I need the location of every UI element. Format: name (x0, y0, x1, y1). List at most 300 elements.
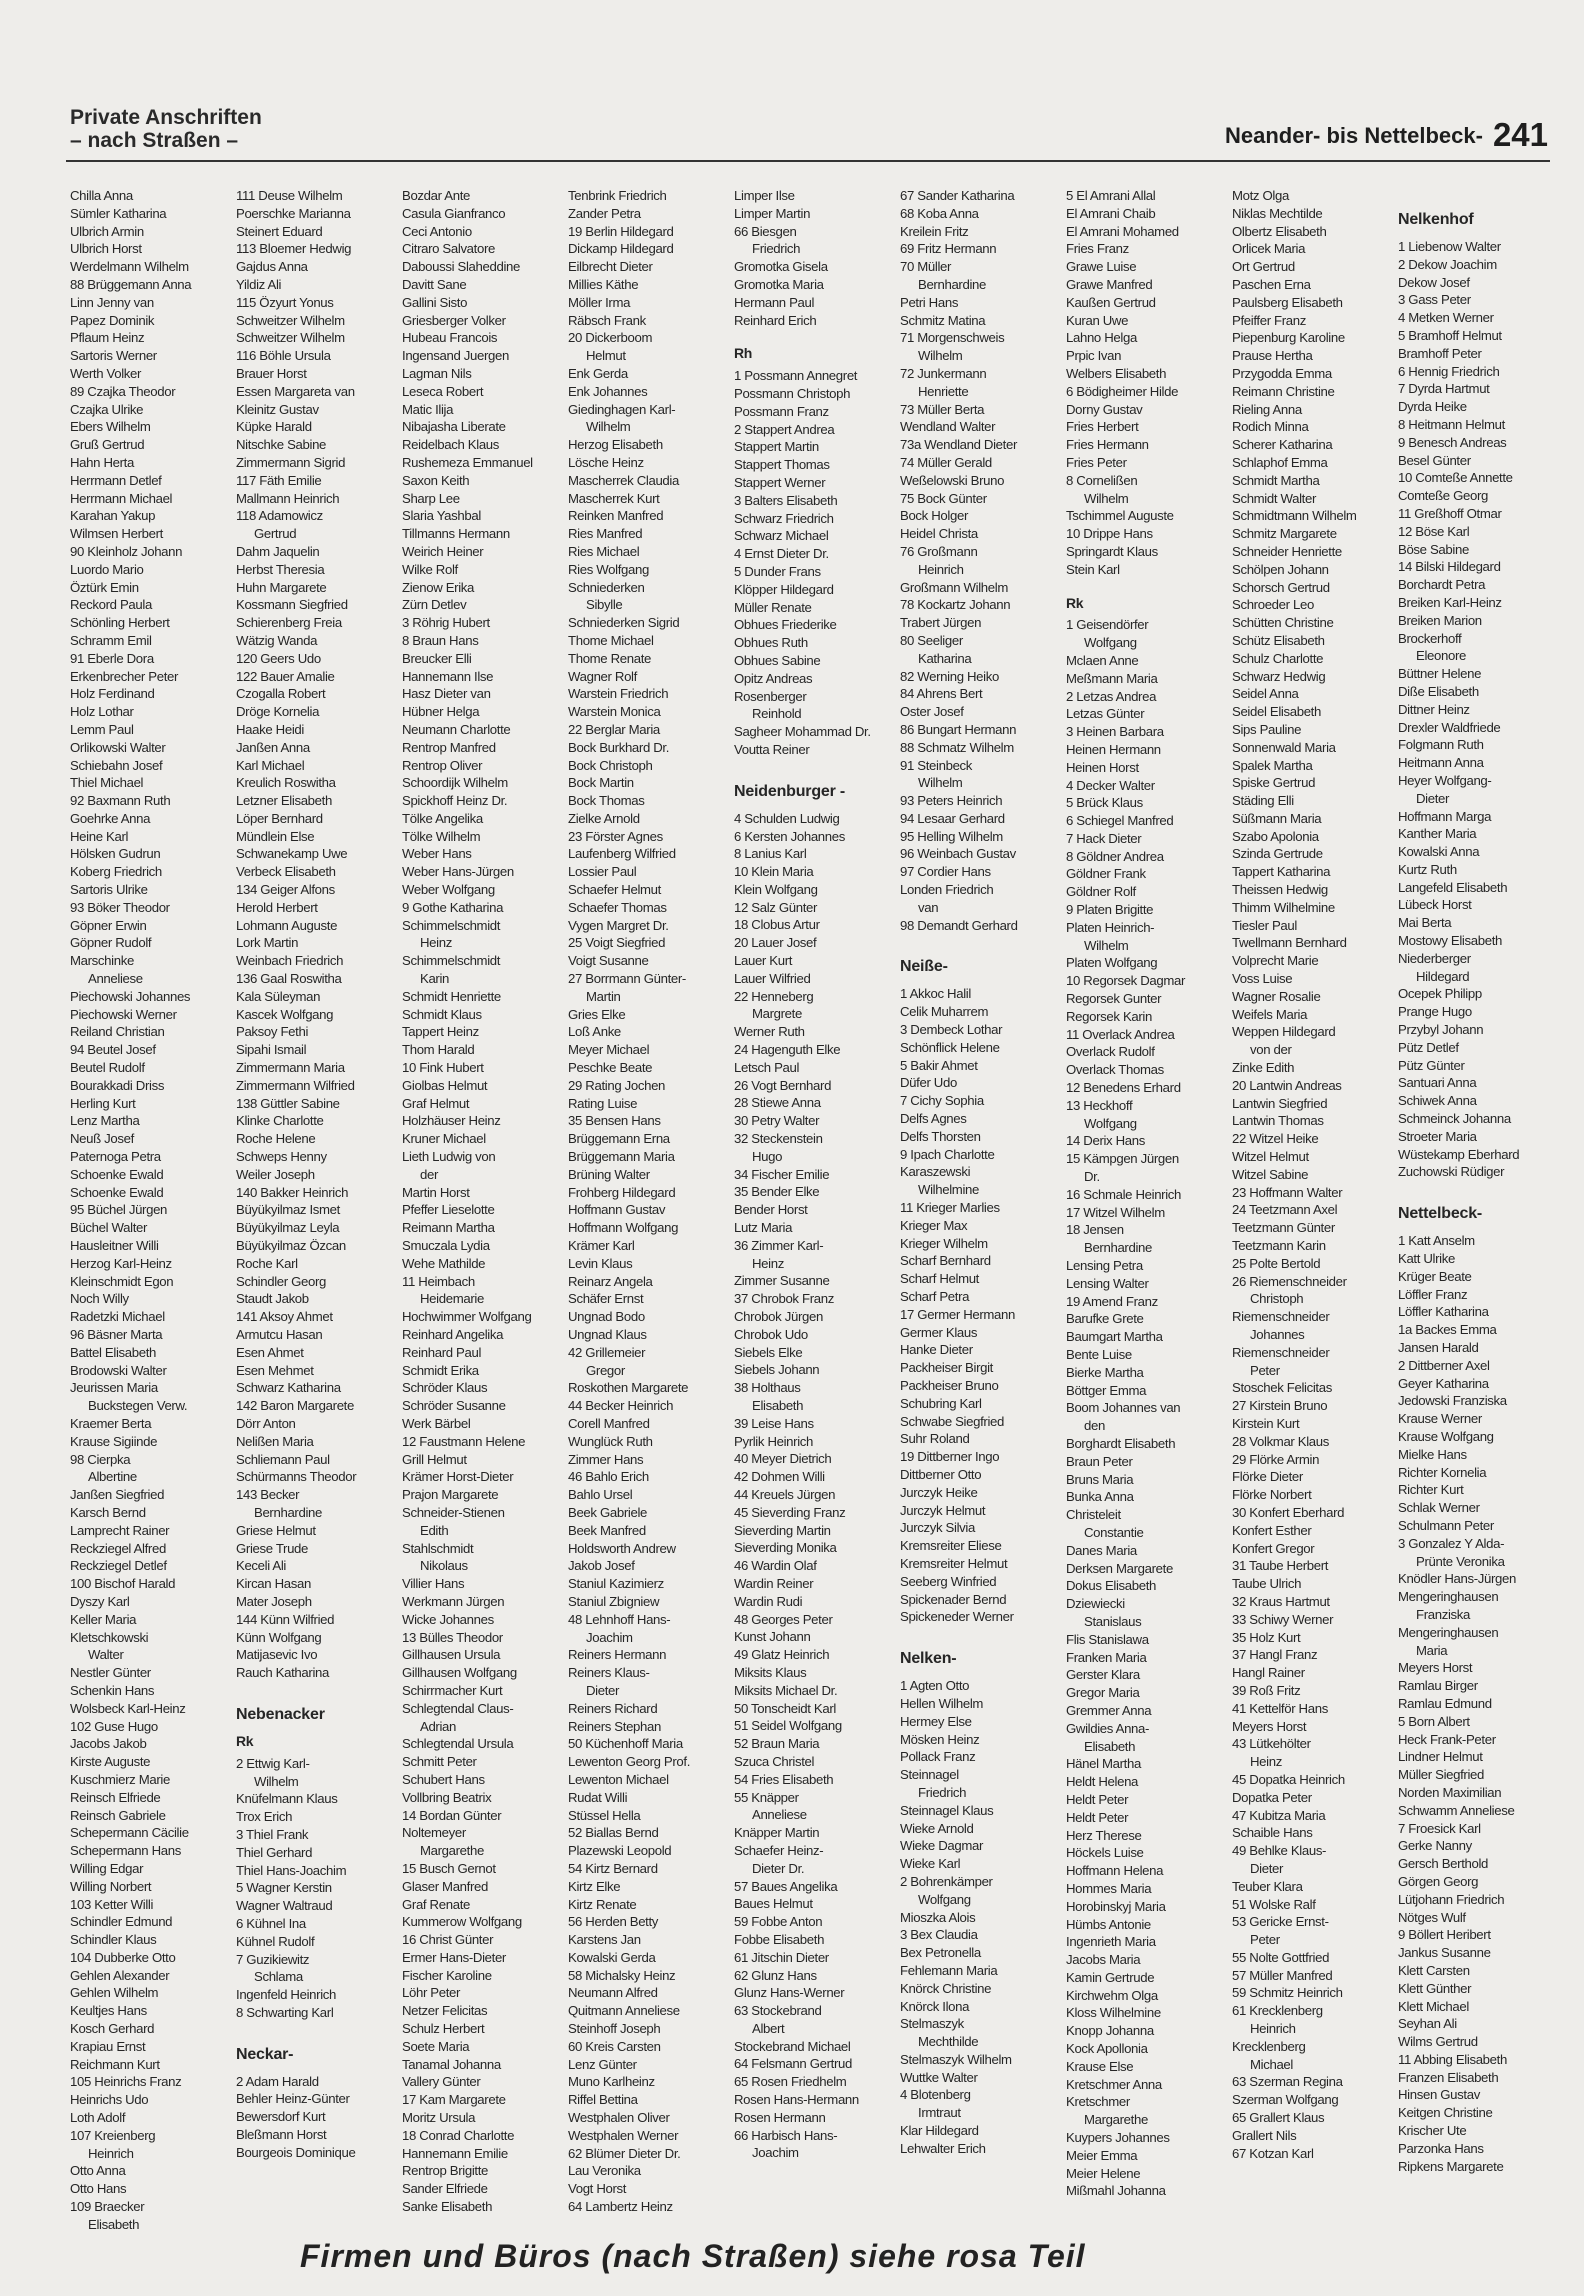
entry-continuation: Heinrich (88, 2145, 134, 2161)
resident-entry: Jedowski Franziska (1398, 1393, 1507, 1409)
resident-entry: 11 Greßhoff Otmar (1398, 505, 1502, 521)
resident-entry: 57 Müller Manfred (1232, 1967, 1333, 1983)
resident-entry: 12 Böse Karl (1398, 523, 1470, 539)
resident-entry: 2 Bohrenkämper (900, 1873, 993, 1889)
entry-continuation: Wilhelm (918, 775, 963, 791)
resident-entry: Scharf Petra (900, 1289, 970, 1305)
resident-entry: Smuczala Lydia (402, 1238, 490, 1254)
resident-entry: Ries Michael (568, 543, 640, 559)
resident-entry: Derksen Margarete (1066, 1560, 1173, 1576)
resident-entry: Dickamp Hildegard (568, 241, 674, 257)
resident-entry: Zürn Detlev (402, 597, 467, 613)
resident-entry: Büyükyilmaz Ismet (236, 1202, 340, 1218)
resident-entry: Weppen Hildegard (1232, 1024, 1336, 1040)
resident-entry: Großmann Wilhelm (900, 579, 1008, 595)
resident-entry: Hinsen Gustav (1398, 2087, 1480, 2103)
resident-entry: Hubeau Francois (402, 330, 498, 346)
resident-entry: 65 Grallert Klaus (1232, 2110, 1325, 2126)
resident-entry: Wieke Dagmar (900, 1838, 984, 1854)
resident-entry: 37 Chrobok Franz (734, 1291, 834, 1307)
resident-entry: Stockebrand Michael (734, 2038, 851, 2054)
resident-entry: Obhues Ruth (734, 635, 808, 651)
resident-entry: 12 Faustmann Helene (402, 1433, 526, 1449)
resident-entry: Baues Helmut (734, 1896, 813, 1912)
resident-entry: Janßen Siegfried (70, 1487, 165, 1503)
resident-entry: Spickenader Bernd (900, 1591, 1007, 1607)
entry-continuation: Johannes (1250, 1327, 1305, 1342)
resident-entry: Jacobs Jakob (70, 1736, 147, 1752)
resident-entry: 9 Ipach Charlotte (900, 1146, 995, 1162)
resident-entry: Kirtz Renate (568, 1896, 637, 1912)
resident-entry: Giedinghagen Karl- (568, 401, 676, 417)
resident-entry: Sharp Lee (402, 490, 460, 506)
resident-entry: Pflaum Heinz (70, 330, 145, 346)
resident-entry: Ulbrich Armin (70, 223, 144, 239)
resident-entry: Nelißen Maria (236, 1433, 314, 1449)
resident-entry: 51 Seidel Wolfgang (734, 1718, 842, 1734)
resident-entry: Witzel Helmut (1232, 1149, 1309, 1165)
resident-entry: 142 Baron Margarete (236, 1398, 354, 1414)
resident-entry: Borchardt Petra (1398, 577, 1486, 593)
resident-entry: Klett Günther (1398, 1980, 1472, 1996)
resident-entry: Besel Günter (1398, 452, 1471, 468)
resident-entry: Peschke Beate (568, 1060, 653, 1076)
resident-entry: Danes Maria (1066, 1542, 1137, 1558)
resident-entry: Borghardt Elisabeth (1066, 1435, 1176, 1451)
resident-entry: Zimmermann Sigrid (236, 454, 346, 470)
entry-continuation: Bernhardine (1084, 1240, 1152, 1256)
resident-entry: 62 Blümer Dieter Dr. (568, 2145, 681, 2161)
resident-entry: Tölke Wilhelm (402, 828, 481, 844)
resident-entry: Keller Maria (70, 1611, 137, 1627)
resident-entry: Quitmann Anneliese (568, 2003, 680, 2019)
resident-entry: Gallini Sisto (402, 294, 468, 310)
resident-entry: 143 Becker (236, 1487, 300, 1503)
resident-entry: 24 Hagenguth Elke (734, 1042, 841, 1058)
resident-entry: 44 Kreuels Jürgen (734, 1486, 836, 1502)
resident-entry: 3 Gonzalez Y Alda- (1398, 1535, 1505, 1551)
resident-entry: Scharf Bernhard (900, 1253, 991, 1269)
resident-entry: Seidel Anna (1232, 686, 1299, 702)
resident-entry: Schweitzer Wilhelm (236, 312, 345, 328)
resident-entry: Platen Wolfgang (1066, 955, 1158, 971)
resident-entry: Steinnagel Klaus (900, 1802, 994, 1818)
resident-entry: Possmann Christoph (734, 385, 851, 401)
page-range-heading (1225, 116, 1548, 154)
resident-entry: Behler Heinz-Günter (236, 2091, 350, 2107)
resident-entry: Schneider Henriette (1232, 543, 1342, 559)
resident-entry: Schmeinck Johanna (1398, 1111, 1511, 1127)
resident-entry: Bozdar Ante (402, 188, 470, 203)
resident-entry: 49 Behlke Klaus- (1232, 1843, 1327, 1859)
resident-entry: Hoffmann Wolfgang (568, 1220, 679, 1236)
resident-entry: Dröge Kornelia (236, 704, 320, 720)
resident-entry: 76 Großmann (900, 543, 978, 559)
resident-entry: Mioszka Alois (900, 1909, 976, 1925)
resident-entry: Hahn Herta (70, 454, 134, 470)
resident-entry: Kosch Gerhard (70, 2021, 155, 2037)
resident-entry: Lütjohann Friedrich (1398, 1891, 1505, 1907)
resident-entry: Lewenton Georg Prof. (568, 1754, 691, 1770)
resident-entry: 7 Froesick Karl (1398, 1820, 1481, 1836)
resident-entry: Staniul Kazimierz (568, 1576, 664, 1592)
resident-entry: 1 Liebenow Walter (1398, 239, 1501, 254)
resident-entry: Miksits Klaus (734, 1664, 807, 1680)
spacer (236, 2022, 396, 2032)
resident-entry: Barufke Grete (1066, 1311, 1144, 1327)
entry-continuation: Elisabeth (1084, 1738, 1136, 1754)
resident-entry: Richter Kurt (1398, 1482, 1464, 1498)
resident-entry: Zuchowski Rüdiger (1398, 1164, 1505, 1180)
resident-entry: Fries Franz (1066, 241, 1129, 257)
resident-entry: Sanke Elisabeth (402, 2199, 493, 2215)
resident-entry: Richter Kornelia (1398, 1464, 1487, 1480)
entry-continuation: Dieter (1250, 1860, 1284, 1876)
resident-entry: Kanther Maria (1398, 826, 1477, 842)
entry-continuation: Heinz (752, 1255, 784, 1271)
resident-entry: 120 Geers Udo (236, 650, 321, 666)
resident-entry: Schindler Georg (236, 1273, 327, 1289)
resident-entry: 46 Wardin Olaf (734, 1558, 817, 1574)
resident-entry: Schulmann Peter (1398, 1517, 1494, 1533)
resident-entry: Kaußen Gertrud (1066, 294, 1156, 310)
entry-continuation: Dieter (1416, 790, 1450, 806)
resident-entry: Kamin Gertrude (1066, 1969, 1155, 1985)
resident-entry: Warstein Monica (568, 704, 661, 720)
resident-entry: 78 Kockartz Johann (900, 597, 1011, 613)
resident-entry: Dopatka Peter (1232, 1789, 1312, 1805)
resident-entry: 96 Weinbach Gustav (900, 846, 1016, 862)
resident-entry: Trox Erich (236, 1809, 293, 1825)
resident-entry: Glaser Manfred (402, 1878, 488, 1894)
resident-entry: Ramlau Edmund (1398, 1695, 1492, 1711)
resident-entry: Sieverding Monika (734, 1540, 837, 1556)
resident-entry: 3 Heinen Barbara (1066, 724, 1164, 740)
entry-continuation: Wilhelm (254, 1773, 299, 1789)
resident-entry: Germer Klaus (900, 1324, 978, 1340)
resident-entry: Wilms Gertrud (1398, 2034, 1478, 2050)
resident-entry: Fries Peter (1066, 454, 1127, 470)
resident-entry: Langefeld Elisabeth (1398, 879, 1508, 895)
resident-entry: Steinert Eduard (236, 223, 323, 239)
resident-entry: Steinhoff Joseph (568, 2021, 661, 2037)
resident-entry: Motz Olga (1232, 188, 1289, 203)
resident-entry: Schönling Herbert (70, 615, 170, 631)
resident-entry: Lenz Martha (70, 1113, 140, 1129)
resident-entry: Kunst Johann (734, 1629, 811, 1645)
street-heading: Nettelbeck- (1398, 1205, 1483, 1223)
resident-entry: Lösche Heinz (568, 454, 644, 470)
resident-entry: Wuttke Walter (900, 2069, 978, 2085)
entry-continuation: Edith (420, 1522, 449, 1538)
resident-entry: Willing Edgar (70, 1860, 144, 1876)
resident-entry: Wardin Reiner (734, 1575, 814, 1591)
resident-entry: Giolbas Helmut (402, 1077, 488, 1093)
resident-entry: Stappert Werner (734, 474, 826, 490)
resident-entry: Mascherrek Kurt (568, 490, 660, 506)
resident-entry: Pollack Franz (900, 1749, 976, 1765)
resident-entry: 97 Cordier Hans (900, 864, 991, 880)
resident-entry: 40 Meyer Dietrich (734, 1451, 832, 1467)
entry-continuation: Heidemarie (420, 1291, 484, 1307)
resident-entry: Armutcu Hasan (236, 1327, 323, 1342)
resident-entry: Seyhan Ali (1398, 2016, 1457, 2032)
resident-entry: Tappert Heinz (402, 1024, 479, 1040)
resident-entry: 88 Brüggemann Anna (70, 276, 192, 292)
entry-continuation: Dieter (586, 1682, 620, 1698)
resident-entry: 54 Fries Elisabeth (734, 1771, 834, 1787)
resident-entry: Ort Gertrud (1232, 259, 1295, 275)
resident-entry: 102 Guse Hugo (70, 1718, 158, 1734)
resident-entry: Wagner Rosalie (1232, 988, 1321, 1004)
resident-entry: Theissen Hedwig (1232, 882, 1328, 898)
resident-entry: Graf Helmut (402, 1095, 470, 1111)
resident-entry: Nibajasha Liberate (402, 419, 506, 435)
resident-entry: Thiel Hans-Joachim (236, 1862, 347, 1878)
resident-entry: 47 Kubitza Maria (1232, 1807, 1326, 1823)
resident-entry: 6 Schiegel Manfred (1066, 813, 1174, 829)
resident-entry: 54 Kirtz Bernard (568, 1860, 658, 1876)
resident-entry: Wolsbeck Karl-Heinz (70, 1700, 186, 1716)
directory-column (568, 187, 728, 2237)
resident-entry: 7 Dyrda Hartmut (1398, 381, 1490, 397)
resident-entry: Kremsreiter Eliese (900, 1538, 1002, 1554)
resident-entry: 8 Braun Hans (402, 632, 479, 648)
resident-entry: Schulz Charlotte (1232, 650, 1324, 666)
resident-entry: Schmitz Margarete (1232, 526, 1337, 542)
street-heading: Nebenacker (236, 1705, 325, 1723)
resident-entry: 9 Böllert Heribert (1398, 1927, 1491, 1943)
spacer (236, 1682, 396, 1692)
resident-entry: 16 Schmale Heinrich (1066, 1186, 1182, 1202)
resident-entry: Wardin Rudi (734, 1593, 803, 1609)
resident-entry: Vollbring Beatrix (402, 1789, 492, 1805)
resident-entry: Brauer Horst (236, 365, 307, 381)
resident-entry: Löhr Peter (402, 1985, 461, 2001)
resident-entry: 29 Flörke Armin (1232, 1451, 1320, 1467)
resident-entry: Voutta Reiner (734, 741, 810, 757)
resident-entry: El Amrani Mohamed (1066, 223, 1179, 239)
resident-entry: Brockerhoff (1398, 630, 1462, 646)
resident-entry: Kirstein Kurt (1232, 1415, 1300, 1431)
resident-entry: Mengeringhausen (1398, 1624, 1499, 1640)
resident-entry: 22 Henneberg (734, 988, 814, 1004)
resident-entry: Hausleitner Willi (70, 1238, 159, 1254)
resident-entry: Delfs Agnes (900, 1111, 967, 1127)
resident-entry: Paulsberg Elisabeth (1232, 294, 1343, 310)
resident-entry: Szuca Christel (734, 1753, 815, 1769)
resident-entry: Overlack Thomas (1066, 1062, 1164, 1078)
resident-entry: Kummerow Wolfgang (402, 1914, 522, 1930)
entry-continuation: Christoph (1250, 1291, 1304, 1307)
resident-entry: Boom Johannes van (1066, 1400, 1181, 1416)
resident-entry: Weber Wolfgang (402, 882, 495, 898)
resident-entry: 98 Cierpka (70, 1451, 131, 1467)
resident-entry: 11 Krieger Marlies (900, 1200, 1000, 1216)
resident-entry: 82 Werning Heiko (900, 668, 999, 684)
resident-entry: Hellen Wilhelm (900, 1695, 984, 1711)
resident-entry: 5 Bakir Ahmet (900, 1057, 978, 1073)
resident-entry: Herbst Theresia (236, 561, 325, 577)
resident-entry: Krieger Wilhelm (900, 1235, 988, 1251)
resident-entry: Grallert Nils (1232, 2127, 1297, 2143)
resident-entry: Schürmanns Theodor (236, 1469, 357, 1485)
resident-entry: Norden Maximilian (1398, 1784, 1502, 1800)
resident-entry: Brüggemann Maria (568, 1149, 675, 1165)
resident-entry: Gillhausen Ursula (402, 1647, 501, 1663)
resident-entry: 61 Krecklenberg (1232, 2003, 1323, 2019)
resident-entry: 10 Klein Maria (734, 864, 814, 880)
resident-entry: Szerman Wolfgang (1232, 2092, 1339, 2108)
resident-entry: Opitz Andreas (734, 670, 813, 686)
spacer (900, 1626, 1060, 1636)
resident-entry: Jeurissen Maria (70, 1380, 158, 1396)
resident-entry: Mengeringhausen (1398, 1589, 1499, 1605)
resident-entry: Schindler Edmund (70, 1914, 173, 1930)
resident-entry: Kruner Michael (402, 1131, 486, 1147)
resident-entry: Zander Petra (568, 205, 641, 221)
resident-entry: 136 Gaal Roswitha (236, 971, 342, 987)
resident-entry: Lork Martin (236, 935, 299, 951)
resident-entry: 4 Schulden Ludwig (734, 810, 840, 826)
header-rule (66, 160, 1550, 162)
entry-continuation: Mechthilde (918, 2034, 979, 2050)
resident-entry: 17 Kam Margarete (402, 2092, 506, 2108)
resident-entry: Reidelbach Klaus (402, 437, 500, 453)
entry-continuation: Sibylle (586, 597, 623, 613)
resident-entry: Horobinskyj Maria (1066, 1898, 1166, 1914)
resident-entry: 18 Jensen (1066, 1222, 1124, 1238)
resident-entry: 9 Gothe Katharina (402, 899, 504, 915)
resident-entry: Krüger Beate (1398, 1268, 1472, 1284)
street-heading: Neidenburger - (734, 782, 845, 800)
resident-entry: 118 Adamowicz (236, 508, 323, 524)
resident-entry: Küpke Harald (236, 419, 312, 435)
resident-entry: Böse Sabine (1398, 541, 1469, 557)
resident-entry: Griese Helmut (236, 1522, 316, 1538)
resident-entry: Wagner Rolf (568, 668, 637, 684)
resident-entry: Düfer Udo (900, 1075, 957, 1091)
resident-entry: Hänel Martha (1066, 1756, 1141, 1772)
resident-entry: 144 Künn Wilfried (236, 1611, 335, 1627)
section-heading-line1: Private Anschriften (70, 106, 262, 129)
resident-entry: Tiesler Paul (1232, 917, 1297, 933)
resident-entry: 63 Szerman Regina (1232, 2074, 1343, 2090)
resident-entry: Kirtz Elke (568, 1878, 621, 1894)
resident-entry: Yildiz Ali (236, 276, 282, 292)
resident-entry: Spiske Gertrud (1232, 775, 1316, 791)
resident-entry: Esen Ahmet (236, 1344, 304, 1360)
resident-entry: 10 Regorsek Dagmar (1066, 973, 1186, 989)
resident-entry: Heldt Helena (1066, 1774, 1139, 1790)
resident-entry: Hoffmann Marga (1398, 808, 1492, 824)
resident-entry: Heldt Peter (1066, 1809, 1129, 1825)
resident-entry: Eilbrecht Dieter (568, 259, 653, 275)
resident-entry: 35 Holz Kurt (1232, 1629, 1301, 1645)
resident-entry: Enk Gerda (568, 365, 628, 381)
entry-continuation: Elisabeth (752, 1398, 804, 1413)
resident-entry: Paksoy Fethi (236, 1024, 309, 1040)
resident-entry: Räbsch Frank (568, 312, 646, 328)
resident-entry: Ingensand Juergen (402, 348, 509, 364)
resident-entry: 30 Konfert Eberhard (1232, 1504, 1345, 1520)
resident-entry: Schenkin Hans (70, 1682, 155, 1698)
resident-entry: 8 Schwarting Karl (236, 2004, 334, 2020)
resident-entry: Kirste Auguste (70, 1754, 151, 1770)
resident-entry: Schaefer Helmut (568, 882, 661, 898)
district-label: Rk (1066, 594, 1084, 611)
resident-entry: Essen Margareta van (236, 383, 355, 399)
resident-entry: Tillmanns Hermann (402, 526, 510, 542)
resident-entry: 35 Bensen Hans (568, 1113, 661, 1129)
resident-entry: 4 Ernst Dieter Dr. (734, 546, 829, 562)
entry-continuation: Irmtraut (918, 2105, 961, 2121)
resident-entry: Schlak Werner (1398, 1500, 1480, 1516)
resident-entry: Kühnel Rudolf (236, 1933, 315, 1949)
spacer (734, 759, 894, 769)
resident-entry: Seidel Elisabeth (1232, 704, 1321, 720)
resident-entry: Packheiser Bruno (900, 1378, 999, 1393)
resident-entry: Krecklenberg (1232, 2038, 1306, 2054)
resident-entry: Papez Dominik (70, 312, 155, 328)
resident-entry: Wüstekamp Eberhard (1398, 1146, 1520, 1162)
resident-entry: 25 Polte Bertold (1232, 1255, 1321, 1271)
resident-entry: Zimmer Hans (568, 1451, 644, 1467)
resident-entry: Hannemann Ilse (402, 668, 494, 684)
resident-entry: Prange Hugo (1398, 1004, 1472, 1020)
resident-entry: 36 Zimmer Karl- (734, 1237, 824, 1253)
resident-entry: Reckord Paula (70, 597, 152, 613)
resident-entry: Zielke Arnold (568, 810, 640, 826)
resident-entry: Brodowski Walter (70, 1362, 167, 1378)
resident-entry: Süßmann Maria (1232, 810, 1322, 826)
resident-entry: Jakob Josef (568, 1558, 635, 1574)
entry-continuation: Buckstegen Verw. (88, 1398, 188, 1414)
resident-entry: 64 Felsmann Gertrud (734, 2056, 852, 2072)
resident-entry: Schneider-Stienen (402, 1504, 505, 1520)
resident-entry: Bex Petronella (900, 1945, 981, 1961)
resident-entry: Szinda Gertrude (1232, 846, 1323, 862)
resident-entry: Schmitt Peter (402, 1754, 477, 1770)
resident-entry: Gillhausen Wolfgang (402, 1665, 517, 1681)
resident-entry: Schaible Hans (1232, 1825, 1313, 1841)
resident-entry: Voigt Susanne (568, 953, 649, 969)
resident-entry: Slaria Yashbal (402, 508, 481, 524)
resident-entry: 95 Helling Wilhelm (900, 828, 1003, 844)
resident-entry: Bierke Martha (1066, 1364, 1144, 1380)
resident-entry: Werkmann Jürgen (402, 1593, 505, 1609)
resident-entry: 71 Morgenschweis (900, 330, 1005, 346)
resident-entry: Kreilein Fritz (900, 223, 969, 239)
resident-entry: 96 Bäsner Marta (70, 1327, 163, 1342)
resident-entry: Thom Harald (402, 1042, 475, 1058)
entry-continuation: Albert (752, 2020, 785, 2036)
resident-entry: Heck Frank-Peter (1398, 1731, 1496, 1747)
resident-entry: Obhues Friederike (734, 617, 837, 633)
resident-entry: Heine Karl (70, 828, 129, 844)
resident-entry: Lübeck Horst (1398, 897, 1472, 913)
resident-entry: Londen Friedrich (900, 882, 994, 898)
resident-entry: Platen Heinrich- (1066, 919, 1155, 935)
resident-entry: 53 Gericke Ernst- (1232, 1914, 1329, 1930)
resident-entry: 52 Braun Maria (734, 1736, 820, 1752)
resident-entry: Hölsken Gudrun (70, 846, 161, 862)
resident-entry: Mallmann Heinrich (236, 490, 340, 506)
resident-entry: 52 Biallas Bernd (568, 1825, 659, 1841)
resident-entry: Schlegtendal Claus- (402, 1700, 514, 1716)
resident-entry: 7 Hack Dieter (1066, 830, 1142, 846)
resident-entry: Fobbe Elisabeth (734, 1931, 825, 1947)
